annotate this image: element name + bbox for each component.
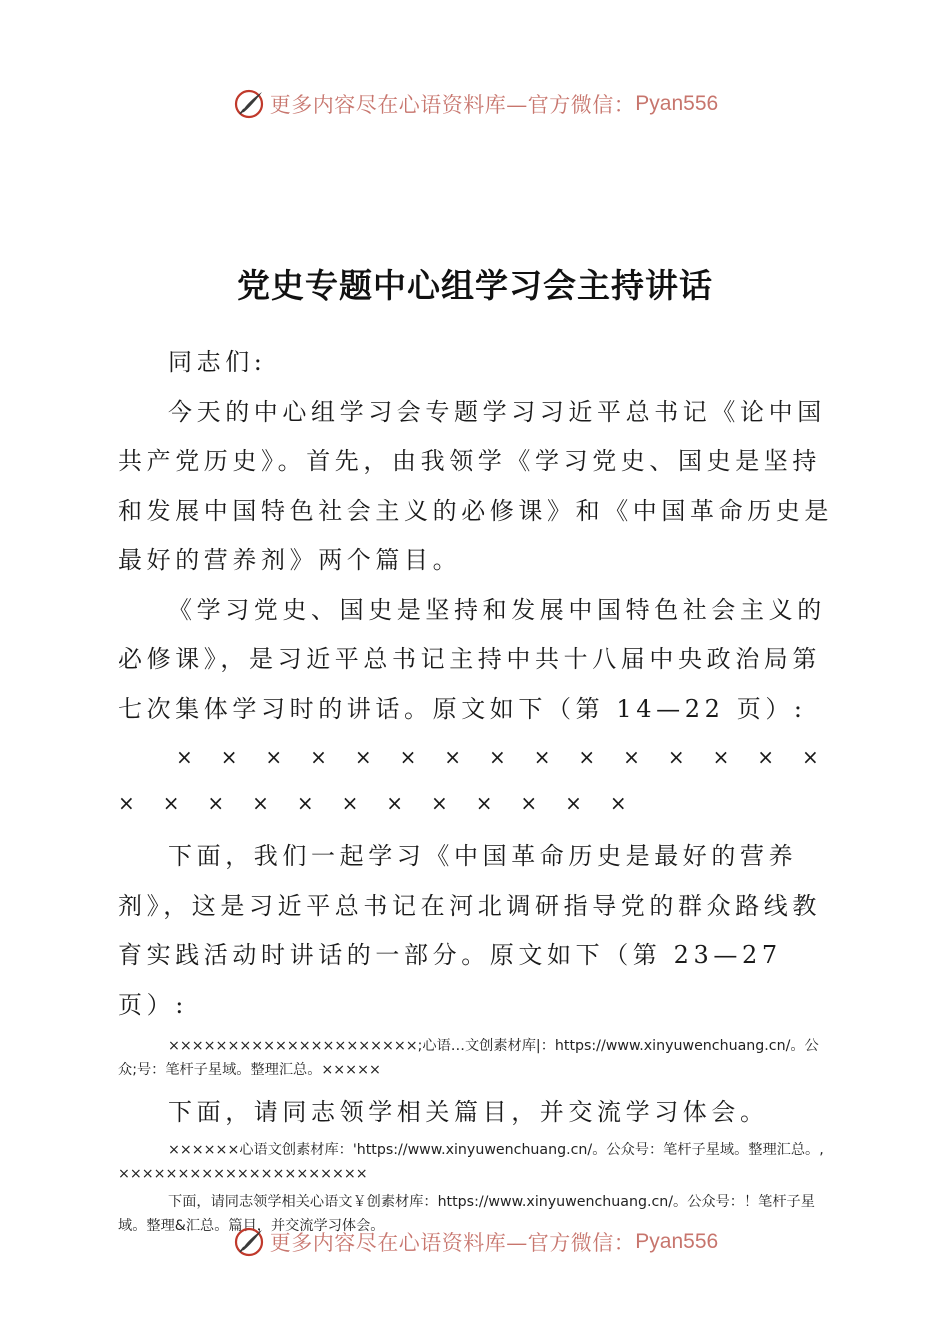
quill-logo-icon	[232, 87, 266, 121]
header-banner	[0, 84, 950, 124]
header-banner-text: 更多内容尽在心语资料库—官方微信：	[269, 93, 636, 117]
watermark-note-2: ××××××心语文创素材库：'https://www.xinyuwenchuang.cn/。公众号：笔杆子星域。整理汇总。,×××××××××××××××××××××	[118, 1141, 824, 1182]
paragraph-closing: 下面，请同志领学相关篇目，并交流学习体会。	[168, 1098, 769, 1126]
omission-marks: × × × × × × × × × × × × × × × × × × × × × × × × × × ×	[118, 745, 830, 815]
watermark-note-3: 下面，请同志领学相关心语文￥创素材库：https://www.xinyuwenchuang.cn/。公众号：！笔杆子星域。整理&汇总。篇目，并交流学习体会。	[118, 1193, 815, 1234]
paragraph-first-reading: 《学习党史、国史是坚持和发展中国特色社会主义的必修课》，是习近平总书记主持中共十八届中央政治局第七次集体学习时的讲话。原文如下（第 14—22 页）:	[118, 595, 826, 723]
document-title: 党史专题中心组学习会主持讲话	[237, 266, 713, 305]
salutation: 同志们:	[168, 348, 267, 376]
watermark-note-1: ×××××××××××××××××××××;心语…文创素材库|：https://www.xinyuwenchuang.cn/。公众;号：笔杆子星域。整理汇总。×××××	[118, 1038, 819, 1078]
document-body	[118, 338, 834, 1238]
header-banner-id: Pyan556	[635, 92, 719, 115]
quill-logo-icon	[232, 1225, 266, 1259]
paragraph-intro: 今天的中心组学习会专题学习习近平总书记《论中国共产党历史》。首先，由我领学《学习党史、国史是坚持和发展中国特色社会主义的必修课》和《中国革命历史是最好的营养剂》两个篇目。	[118, 397, 833, 574]
footer-banner-text: 更多内容尽在心语资料库—官方微信：	[269, 1231, 636, 1255]
paragraph-second-reading: 下面，我们一起学习《中国革命历史是最好的营养剂》，这是习近平总书记在河北调研指导党的群众路线教育实践活动时讲话的一部分。原文如下（第 23—27 页）:	[118, 842, 821, 1019]
footer-banner-id: Pyan556	[635, 1230, 719, 1253]
footer-banner	[0, 1222, 950, 1262]
